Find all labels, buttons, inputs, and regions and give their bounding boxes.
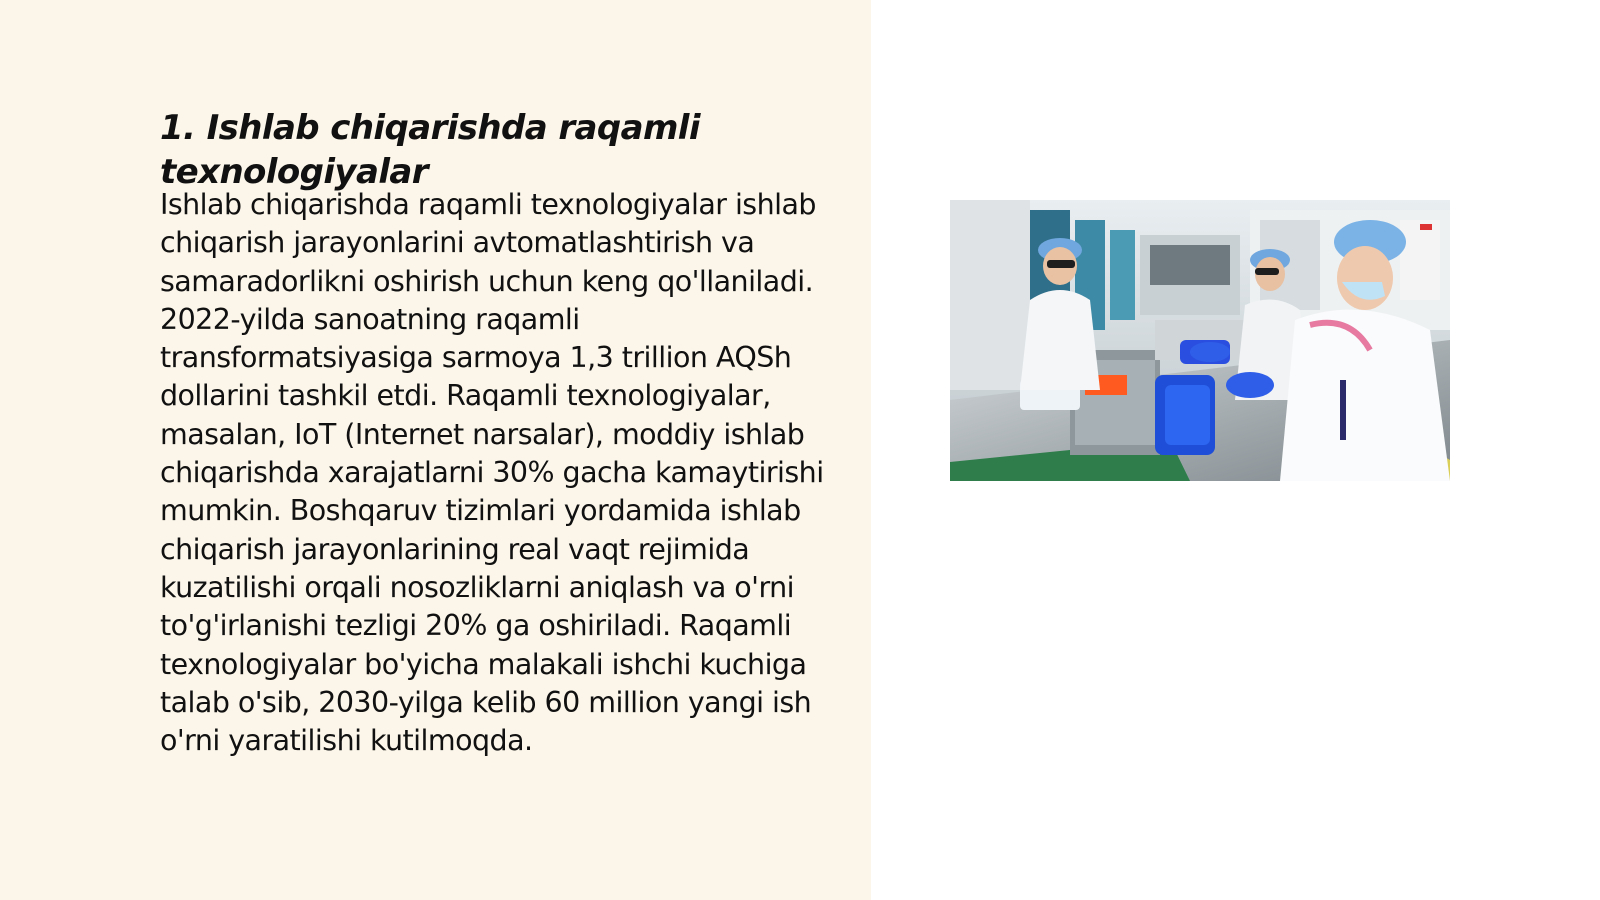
slide-body-text: Ishlab chiqarishda raqamli texnologiyalar ishlab chiqarish jarayonlarini avtomatlashtirish va samaradorlikni oshirish uchun keng qo'llaniladi. 2022-yilda sanoatning raqamli transformatsiyasiga sarmoya 1,3 trillion AQSh dollarini tashkil etdi. Raqamli texnologiyalar, masalan, IoT (Internet narsalar), moddiy ishlab chiqarishda xarajatlarni 30% gacha kamaytirishi mumkin. Boshqaruv tizimlari yordamida ishlab chiqarish jarayonlarining real vaqt rejimida kuzatilishi orqali nosozliklarni aniqlash va o'rni to'g'irlanishi tezligi 20% ga oshiriladi. Raqamli texnologiyalar bo'yicha malakali ishchi kuchiga talab o'sib, 2030-yilga kelib 60 million yangi ish o'rni yaratilishi kutilmoqda. — [160, 188, 824, 758]
factory-workers-photo — [950, 200, 1450, 481]
slide-title: 1. Ishlab chiqarishda raqamli texnologiyalar — [160, 108, 700, 192]
